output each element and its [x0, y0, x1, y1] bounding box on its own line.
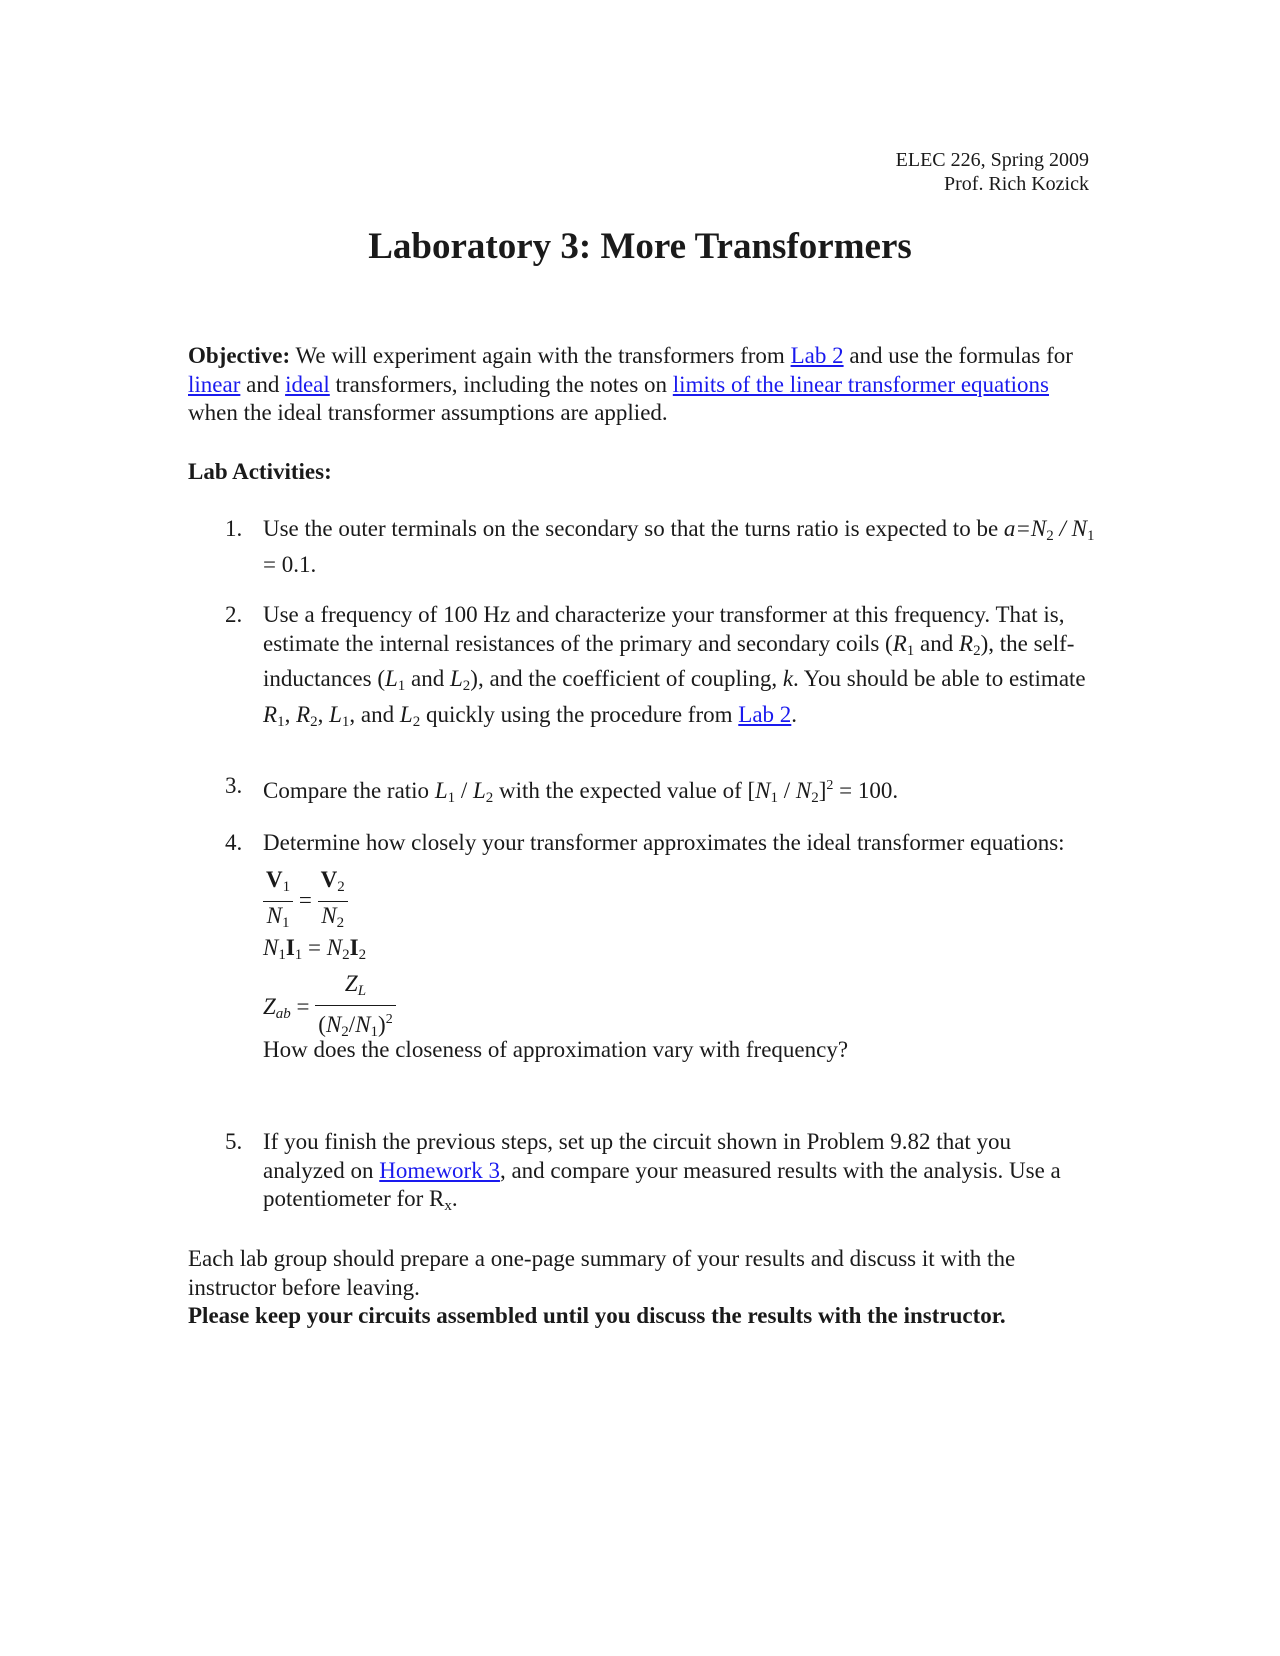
list-item	[225, 515, 1095, 579]
item-content: Use the outer terminals on the secondary so that the turns ratio is expected to be $a=N_2 / N_1 = 0.1$.	[263, 516, 1095, 577]
objective-paragraph: Objective: We will experiment again with the transformers from Lab 2 and use the formulas for linear and ideal transformers, including the notes on limits of the linear transformer equations when the ideal transformer assumptions are applied.	[188, 343, 1073, 425]
item-content	[263, 829, 1095, 1064]
item4-question: How does the closeness of approximation vary with frequency?	[263, 1036, 849, 1062]
objective-label: Objective:	[188, 343, 291, 368]
ideal-transformer-equations	[263, 866, 1095, 1040]
page-title: Laboratory 3: More Transformers	[368, 226, 912, 267]
item-content: Compare the ratio $L_1 / L_2$ with the expected value of $[N_1 / N_2]^2 = 100$.	[263, 778, 899, 806]
list-item	[225, 1128, 1095, 1221]
impedance-equation: $Z_{ab}$ = $\frac{Z_L}{(N_2/N_1)^2}$	[263, 970, 396, 1047]
limits-link[interactable]: limits of the linear transformer equations	[672, 371, 1049, 397]
final-note: Please keep your circuits assembled until you discuss the results with the instructor.	[188, 1303, 1006, 1328]
item-content: If you finish the previous steps, set up the circuit shown in Problem 9.82 that you analyzed on Homework 3, and compare your measured results with the analysis. Use a potentiometer for $R_x$.	[263, 1129, 1061, 1214]
item4-intro: Determine how closely your transformer approximates the ideal transformer equations:	[263, 830, 1065, 855]
voltage-ratio-equation: $\frac{V_1}{N_1}$ = $\frac{V_2}{N_2}$	[263, 866, 348, 938]
homework3-link[interactable]: Homework 3	[379, 1157, 500, 1183]
lab2-link-item2[interactable]: Lab 2	[738, 701, 792, 727]
list-item	[225, 772, 1095, 813]
current-ratio-equation: $N_1I_1 = N_2I_2$	[263, 934, 367, 963]
item-number: 1.	[225, 516, 243, 541]
item-number: 2.	[225, 602, 243, 627]
item-content: Use a frequency of 100 Hz and characterize your transformer at this frequency. That is, estimate the internal resistances of the primary and secondary coils ($R_1$ and $R_2$), the self-inductances ($L_1$ and $L_2$), and the coefficient of coupling, k. You should be able to estimate $R_1$, $R_2$, $L_1$, and $L_2$ quickly using the procedure from Lab 2.	[263, 602, 1086, 730]
item-number: 5.	[225, 1129, 243, 1154]
item-number: 4.	[225, 830, 243, 855]
summary-paragraph: Each lab group should prepare a one-page summary of your results and discuss it with the instructor before leaving.	[188, 1246, 1016, 1300]
course-header	[896, 148, 1089, 196]
lab-activities-heading: Lab Activities:	[188, 459, 332, 484]
course-line: ELEC 226, Spring 2009	[895, 149, 1089, 171]
list-item	[225, 601, 1095, 736]
list-item	[225, 829, 1095, 1064]
item-number: 3.	[225, 773, 243, 798]
ideal-link[interactable]: ideal	[285, 371, 330, 397]
lab2-link[interactable]: Lab 2	[790, 343, 844, 368]
professor-line: Prof. Rich Kozick	[944, 173, 1089, 195]
linear-link[interactable]: linear	[188, 371, 241, 397]
